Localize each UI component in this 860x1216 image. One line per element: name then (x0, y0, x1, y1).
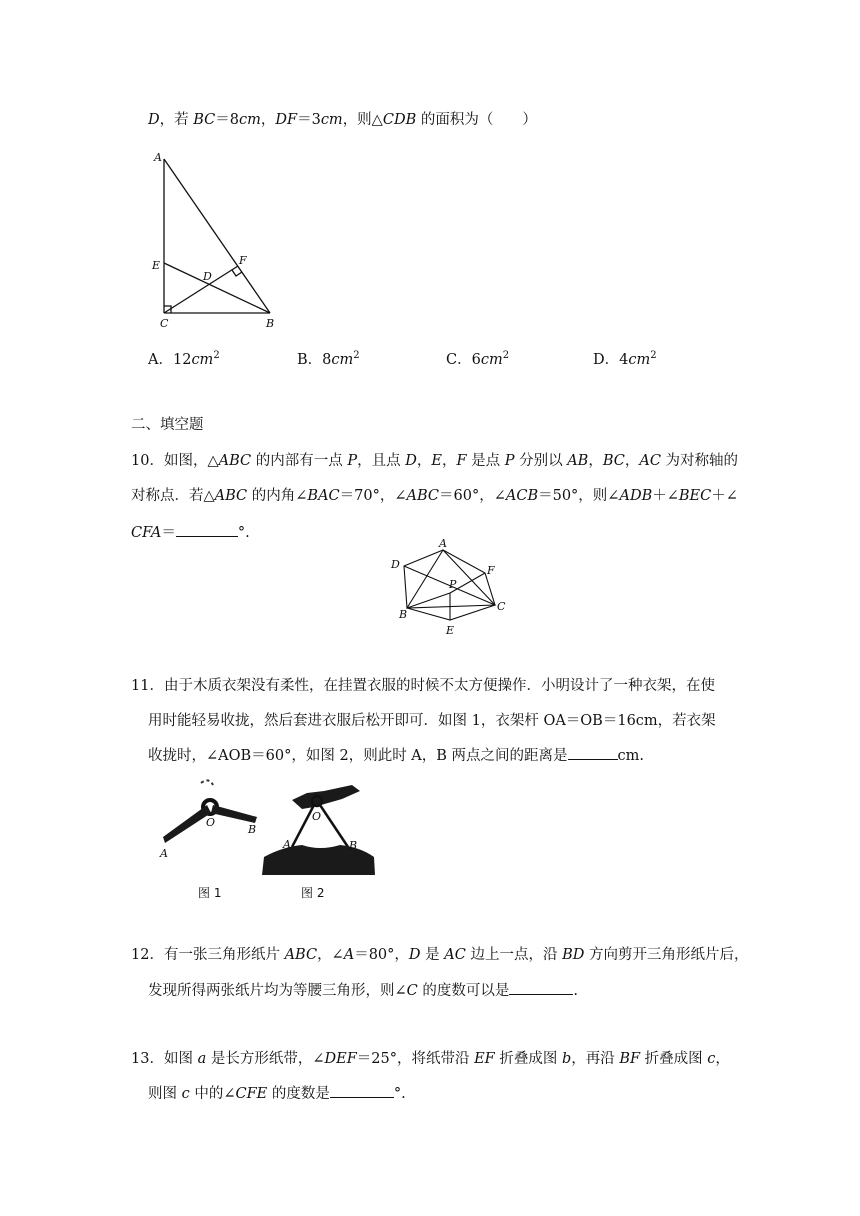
text-run: ABC (214, 488, 248, 504)
text-run: AC (639, 453, 661, 469)
q9-triangle-figure (145, 145, 290, 335)
text: D (148, 112, 160, 128)
seg-cf (164, 266, 238, 313)
text-run: 的内部有一点 (251, 453, 348, 469)
text-run: 是长方形纸带，∠ (206, 1051, 325, 1067)
text-run: ， (624, 453, 640, 469)
q10-line-2 (131, 486, 738, 506)
text: 中的∠ (189, 1086, 236, 1102)
q13-line-2 (148, 1083, 406, 1104)
label-f: F (239, 254, 247, 267)
text: B． (297, 352, 323, 368)
label-b: B (266, 317, 275, 330)
label-a: A (160, 847, 168, 860)
q10-figure (385, 538, 510, 640)
text: DF (275, 112, 298, 128)
text: CFA (131, 525, 162, 541)
hanger-arm-a (163, 805, 211, 843)
hanger-arm-b (211, 805, 257, 823)
text: 2 (353, 350, 360, 361)
text-run: 对称点．若△ (131, 488, 215, 504)
text: 的度数可以是 (417, 983, 510, 999)
q9-stem-tail (148, 110, 537, 130)
text-run: b (561, 1051, 572, 1067)
figure-2-caption: 图 2 (301, 886, 325, 900)
text: D． (593, 352, 620, 368)
text: ＝ (161, 525, 176, 541)
text: °. (237, 525, 250, 541)
text-run: ， (441, 453, 457, 469)
text: cm (239, 112, 261, 128)
text: ＝3 (297, 112, 321, 128)
text-run: A (343, 947, 355, 963)
text: ， (260, 112, 276, 128)
arm-ob (320, 805, 348, 847)
label-e: E (152, 259, 161, 272)
text: ，若 (159, 112, 194, 128)
text: . (573, 983, 578, 999)
label-a: A (439, 538, 447, 550)
text-run: ABC (284, 947, 318, 963)
text: 8 (322, 352, 332, 368)
answer-blank[interactable] (176, 522, 238, 537)
q11-figure-2-hanger (262, 775, 377, 877)
text: 6 (471, 352, 481, 368)
text-run: ，且点 (357, 453, 406, 469)
text-run: ＝60°，∠ (439, 488, 506, 504)
text-run: ABC (406, 488, 440, 504)
q11-line-2: 用时能轻易收拢，然后套进衣服后松开即可．如图 1，衣架杆 OA＝OB＝16cm，若衣架 (148, 713, 716, 729)
text: 则图 (148, 1086, 182, 1102)
label-c: C (160, 317, 169, 330)
garment (262, 845, 375, 875)
label-o: O (206, 816, 216, 829)
text-run: F (456, 453, 467, 469)
text-run: 10．如图，△ (131, 453, 219, 469)
label-p: P (449, 578, 457, 591)
seg-ab (164, 159, 270, 313)
text-run: D (408, 947, 421, 963)
label-a: A (154, 151, 162, 164)
text-run: 的内角∠ (247, 488, 308, 504)
hand-shape (292, 785, 360, 809)
text-run: 折叠成图 (494, 1051, 562, 1067)
text-run: c (707, 1051, 716, 1067)
text-run: ， (588, 453, 603, 469)
text-run: ， (416, 453, 432, 469)
section-title: 二、填空题 (131, 417, 204, 433)
q11-line-3 (148, 745, 644, 766)
text-run: 是点 (466, 453, 505, 469)
answer-blank[interactable] (330, 1083, 394, 1098)
text: ＝8 (215, 112, 240, 128)
option-b[interactable] (297, 346, 360, 370)
text: cm (331, 352, 354, 368)
text: c (181, 1086, 190, 1102)
text-run: P (347, 453, 358, 469)
label-c: C (497, 600, 506, 613)
text-run: ACB (505, 488, 539, 504)
text-run: P (504, 453, 515, 469)
answer-blank[interactable] (568, 745, 618, 760)
arm-oa (292, 805, 314, 847)
text-run: ，∠ (317, 947, 344, 963)
text: 2 (650, 350, 657, 361)
text: cm (320, 112, 343, 128)
text-run: ＝50°，则∠ (538, 488, 620, 504)
label-f: F (487, 564, 495, 577)
text-run: ， (715, 1051, 730, 1067)
text: 4 (619, 352, 629, 368)
text: °. (393, 1086, 406, 1102)
answer-blank[interactable] (509, 980, 573, 995)
text: BC (193, 112, 216, 128)
text-run: ＝80°， (354, 947, 409, 963)
text-run: ABC (218, 453, 252, 469)
text-run: ＝70°，∠ (339, 488, 407, 504)
option-c[interactable] (446, 346, 509, 370)
text-run: D (405, 453, 417, 469)
text-run: 是 (420, 947, 445, 963)
text-run: ＋∠ (652, 488, 679, 504)
text: C (406, 983, 418, 999)
option-d[interactable] (593, 346, 657, 370)
text-run: 12．有一张三角形纸片 (131, 947, 285, 963)
q12-line-2 (148, 980, 578, 1001)
hook-dashed (201, 780, 213, 785)
text: CDB (382, 112, 417, 128)
text: 2 (502, 350, 510, 361)
text-run: 分别以 (514, 453, 568, 469)
label-d: D (391, 558, 400, 571)
text: A． (148, 352, 173, 368)
text-run: BEC (678, 488, 712, 504)
option-a[interactable] (148, 346, 220, 370)
text-run: 为对称轴的 (660, 453, 739, 469)
text-run: 边上一点，沿 (465, 947, 563, 963)
text-run: AB (567, 453, 589, 469)
q10-line-1 (131, 451, 738, 471)
text: 的面积为（ ） (416, 112, 537, 128)
text: 收拢时，∠AOB＝60°，如图 2，则此时 A，B 两点之间的距离是 (148, 748, 568, 764)
text-run: ADB (619, 488, 653, 504)
label-d: D (203, 270, 212, 283)
text: 发现所得两张纸片均为等腰三角形，则∠ (148, 983, 407, 999)
text: cm. (617, 748, 645, 764)
text-run: BF (619, 1051, 641, 1067)
text: CFE (235, 1086, 268, 1102)
text-run: ，再沿 (571, 1051, 620, 1067)
figure-1-caption: 图 1 (198, 886, 222, 900)
text-run: 方向剪开三角形纸片后， (584, 947, 749, 963)
text-run: ＋∠ (711, 488, 738, 504)
text: cm (191, 352, 214, 368)
text-run: E (431, 453, 442, 469)
text-run: a (197, 1051, 207, 1067)
text-run: ＝25°，将纸带沿 (356, 1051, 475, 1067)
text-run: 折叠成图 (640, 1051, 708, 1067)
q13-line-1 (131, 1049, 730, 1069)
text: cm (480, 352, 503, 368)
text-run: 13．如图 (131, 1051, 198, 1067)
text: 的度数是 (267, 1086, 330, 1102)
text-run: BAC (307, 488, 340, 504)
text-run: BC (602, 453, 625, 469)
q11-line-1: 11．由于木质衣架没有柔性，在挂置衣服的时候不太方便操作．小明设计了一种衣架，在使 (131, 678, 715, 694)
q11-figure-1-hanger (155, 775, 270, 865)
label-b: B (248, 823, 257, 836)
text: 2 (213, 350, 220, 361)
label-a: A (283, 838, 291, 851)
text-run: EF (474, 1051, 495, 1067)
text-run: DEF (324, 1051, 357, 1067)
q12-line-1 (131, 945, 748, 965)
label-o: O (312, 810, 322, 823)
seg-pb (407, 593, 450, 608)
seg-eb (164, 263, 270, 313)
text: ，则△ (342, 112, 383, 128)
text: cm (628, 352, 651, 368)
label-b: B (349, 839, 358, 852)
label-b: B (399, 608, 408, 621)
q10-line-3 (131, 522, 250, 543)
text: 12 (172, 352, 192, 368)
text-run: BD (562, 947, 585, 963)
text: C． (446, 352, 472, 368)
text-run: AC (444, 947, 466, 963)
label-e: E (446, 624, 455, 637)
